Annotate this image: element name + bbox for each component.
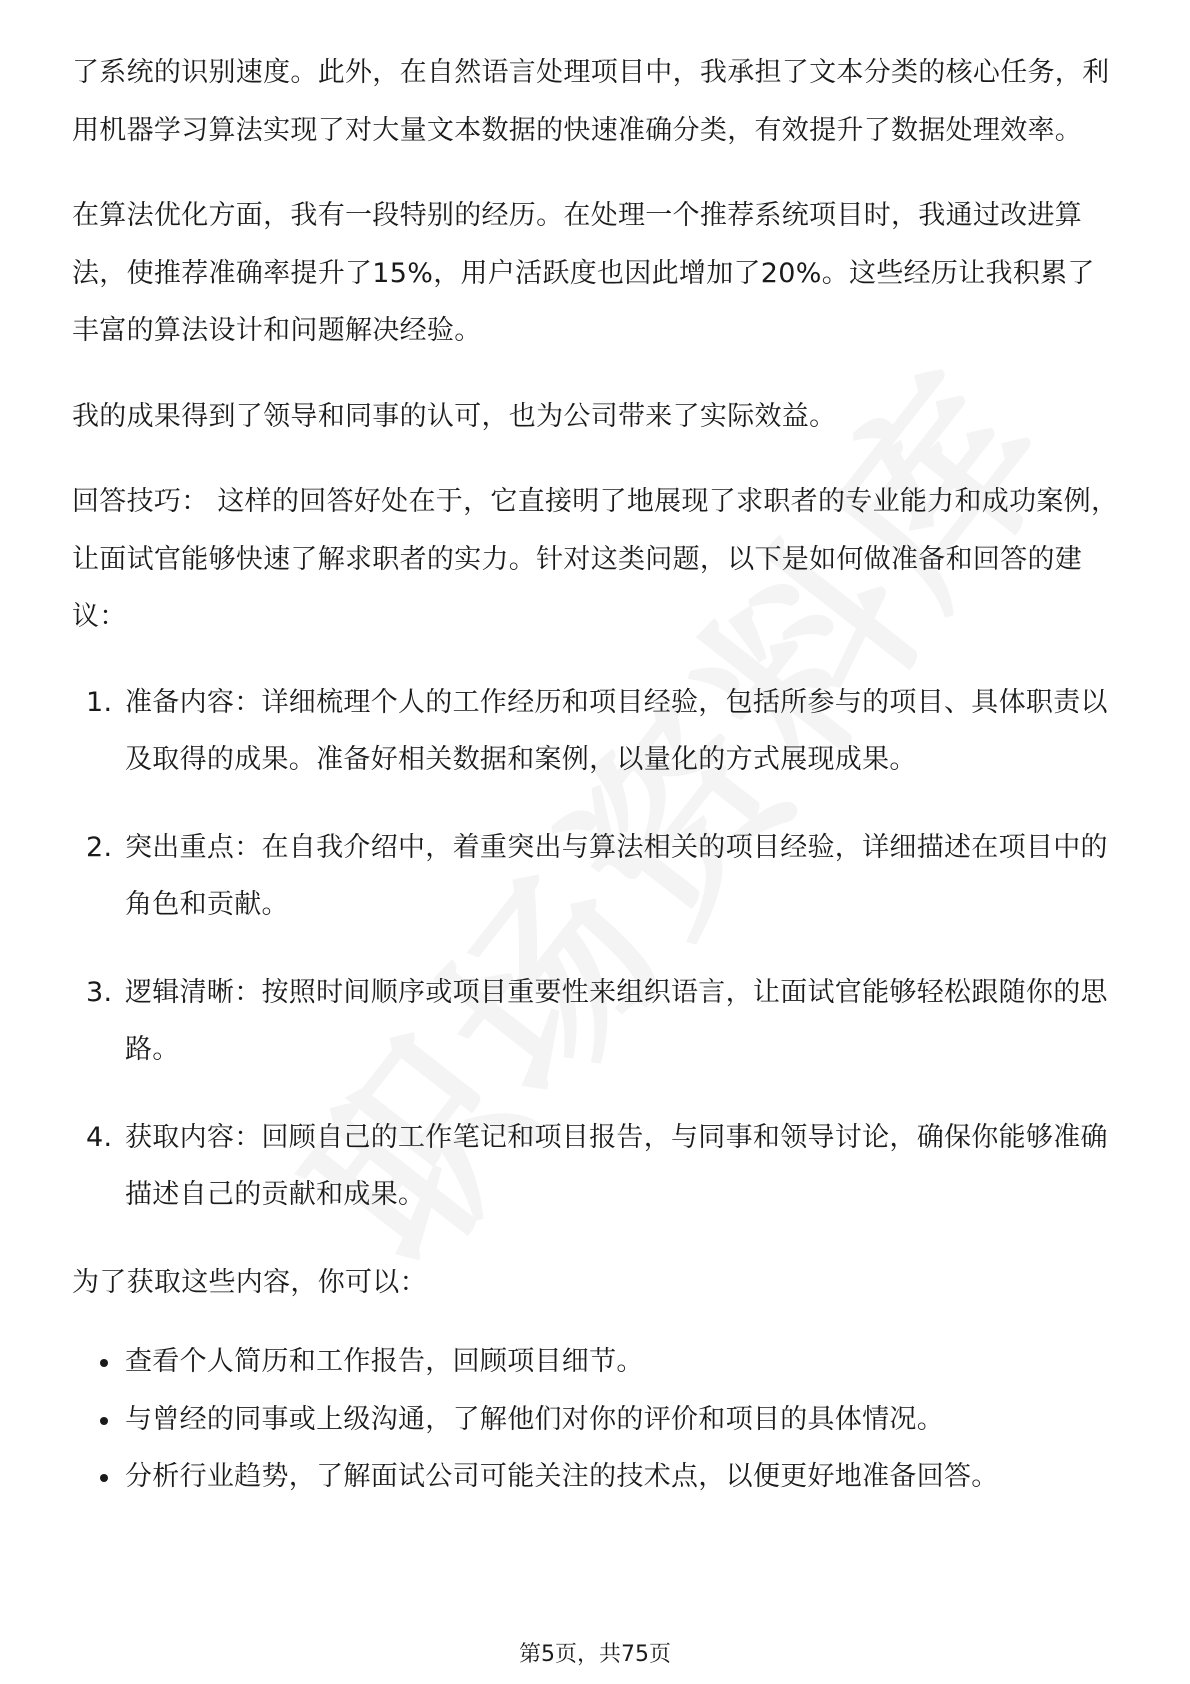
bullet-item xyxy=(72,1391,1122,1449)
paragraph: 为了获取这些内容，你可以： xyxy=(72,1266,427,1298)
list-number: 2. xyxy=(86,831,113,863)
bullet-text: 分析行业趋势，了解面试公司可能关注的技术点，以便更好地准备回答。 xyxy=(125,1461,999,1492)
page-footer: 第5页，共75页 xyxy=(519,1642,671,1667)
bullet-item xyxy=(72,1448,1122,1506)
list-item-text: 突出重点：在自我介绍中，着重突出与算法相关的项目经验，详细描述在项目中的角色和贡献。 xyxy=(125,831,1108,920)
bullet-text: 与曾经的同事或上级沟通，了解他们对你的评价和项目的具体情况。 xyxy=(125,1403,944,1435)
numbered-list xyxy=(72,674,1122,1224)
bullet-icon xyxy=(100,1474,108,1482)
answer-tips-paragraph: 回答技巧： 这样的回答好处在于，它直接明了地展现了求职者的专业能力和成功案例，让面试官能够快速了解求职者的实力。针对这类问题，以下是如何做准备和回答的建议： xyxy=(72,486,1119,632)
bullet-icon xyxy=(100,1359,108,1367)
list-item xyxy=(72,819,1122,934)
bullet-icon xyxy=(100,1417,108,1425)
list-item xyxy=(72,1109,1122,1224)
bullet-text: 查看个人简历和工作报告，回顾项目细节。 xyxy=(125,1346,644,1377)
list-item-text: 逻辑清晰：按照时间顺序或项目重要性来组织语言，让面试官能够轻松跟随你的思路。 xyxy=(125,976,1108,1065)
bullet-list xyxy=(72,1333,1122,1506)
paragraph: 我的成果得到了领导和同事的认可，也为公司带来了实际效益。 xyxy=(72,400,837,432)
list-item xyxy=(72,674,1122,789)
list-item-text: 准备内容：详细梳理个人的工作经历和项目经验，包括所参与的项目、具体职责以及取得的成果。准备好相关数据和案例，以量化的方式展现成果。 xyxy=(125,686,1108,775)
list-number: 3. xyxy=(86,976,113,1008)
document-body xyxy=(72,44,1122,1506)
paragraph: 了系统的识别速度。此外，在自然语言处理项目中，我承担了文本分类的核心任务，利用机器学习算法实现了对大量文本数据的快速准确分类，有效提升了数据处理效率。 xyxy=(72,57,1110,146)
list-number: 1. xyxy=(86,686,113,718)
list-number: 4. xyxy=(86,1121,113,1153)
list-item xyxy=(72,964,1122,1079)
list-item-text: 获取内容：回顾自己的工作笔记和项目报告，与同事和领导讨论，确保你能够准确描述自己的贡献和成果。 xyxy=(125,1121,1108,1210)
paragraph: 在算法优化方面，我有一段特别的经历。在处理一个推荐系统项目时，我通过改进算法，使推荐准确率提升了15%，用户活跃度也因此增加了20%。这些经历让我积累了丰富的算法设计和问题解决经验。 xyxy=(72,200,1095,346)
bullet-item xyxy=(72,1333,1122,1391)
